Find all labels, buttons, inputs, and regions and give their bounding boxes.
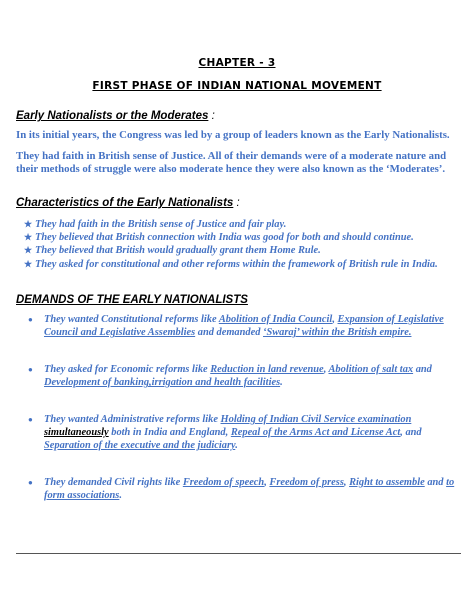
paragraph-faith: They had faith in British sense of Justice. All of their demands were of a moderate nature and their methods of struggle were also moderate hence they were also known as the ‘Moderates’. (16, 150, 447, 175)
list-item-text: They had faith in the British sense of Justice and fair play. (35, 219, 287, 230)
heading-colon: : (211, 110, 215, 122)
reform-link[interactable]: Repeal of the Arms Act and License Act (230, 427, 401, 439)
reform-link[interactable]: Separation of the executive and the judiciary (44, 440, 236, 452)
demand-text-segment: both in India and England (108, 427, 226, 439)
list-item (24, 231, 469, 244)
reform-link[interactable]: Holding of Indian Civil Service examination (220, 414, 412, 425)
demand-text-segment: They wanted Constitutional reforms like (44, 314, 219, 325)
heading-colon: : (236, 197, 240, 209)
star-icon: ★ (24, 232, 33, 243)
section-heading-text: Characteristics of the Early Nationalists (16, 197, 234, 209)
demand-text-segment: . (280, 377, 283, 389)
demand-text-segment: , (323, 364, 329, 375)
list-item (24, 258, 469, 271)
demand-text-segment: . (235, 440, 238, 452)
chapter-number: CHAPTER - 3 (198, 57, 276, 69)
reform-link[interactable]: Expansion of Legislative Council and Legislative Assemblies (44, 314, 444, 339)
reform-link[interactable]: Right to assemble (349, 477, 425, 488)
demand-text-segment: , (343, 477, 350, 488)
demand-administrative (28, 413, 466, 453)
bullet-icon: ● (28, 478, 33, 487)
star-icon: ★ (24, 258, 33, 269)
bullet-icon: ● (28, 315, 33, 324)
list-item (24, 244, 469, 257)
demand-text-segment: , and (400, 427, 422, 439)
demand-text-segment: They wanted Administrative reforms like (44, 414, 221, 425)
reform-link[interactable]: to form associations (44, 477, 455, 502)
demand-text-segment: , (264, 477, 270, 488)
reform-link[interactable]: Freedom of press (269, 477, 344, 488)
paragraph-intro: In its initial years, the Congress was led by a group of leaders known as the Early Nationalists. (16, 129, 450, 141)
demand-text-segment: They asked for Economic reforms like (44, 364, 211, 375)
list-item-text: They believed that British connection with India was good for both and should continue. (35, 232, 414, 244)
demand-constitutional (28, 313, 466, 339)
demand-economic (28, 363, 466, 389)
bullet-icon: ● (28, 365, 33, 374)
demand-text-segment: They demanded Civil rights like (44, 477, 183, 488)
section-heading-moderates (16, 110, 215, 122)
demand-text-segment: , (332, 314, 338, 325)
demand-text-segment: . (119, 490, 122, 502)
section-heading-text: Early Nationalists or the Moderates (16, 110, 209, 122)
section-heading-text: DEMANDS OF THE EARLY NATIONALISTS (16, 294, 248, 306)
list-item (24, 218, 469, 231)
footer-divider (16, 553, 461, 554)
list-item-text: They believed that British would gradually grant them Home Rule. (35, 245, 321, 257)
demand-text-segment: , (225, 427, 231, 439)
reform-link[interactable]: Freedom of speech (182, 477, 265, 488)
reform-link[interactable]: Abolition of salt tax (328, 364, 414, 375)
chapter-title: FIRST PHASE OF INDIAN NATIONAL MOVEMENT (92, 80, 382, 92)
demand-text-segment: and (413, 364, 432, 375)
reform-link[interactable]: Reduction in land revenue (210, 364, 324, 375)
list-item-text: They asked for constitutional and other reforms within the framework of British rule in India. (35, 258, 438, 270)
demand-text (44, 363, 466, 389)
demand-civil-rights (28, 476, 466, 502)
star-icon: ★ (24, 245, 33, 256)
bullet-icon: ● (28, 415, 33, 424)
demand-text (44, 313, 466, 339)
characteristics-list (24, 218, 469, 271)
emphasis-word: simultaneously (44, 427, 109, 439)
reform-link[interactable]: Development of banking,irrigation and health facilities (44, 377, 281, 389)
reform-link[interactable]: Abolition of India Council (218, 314, 333, 325)
reform-link[interactable]: ‘Swaraj’ within the British empire. (263, 327, 412, 339)
section-heading-characteristics (16, 197, 240, 209)
demand-text (44, 413, 466, 453)
section-heading-demands (16, 294, 248, 306)
star-icon: ★ (24, 219, 33, 229)
demand-text (44, 476, 466, 502)
demand-text-segment: and demanded (195, 327, 263, 339)
demand-text-segment: and (424, 477, 447, 488)
